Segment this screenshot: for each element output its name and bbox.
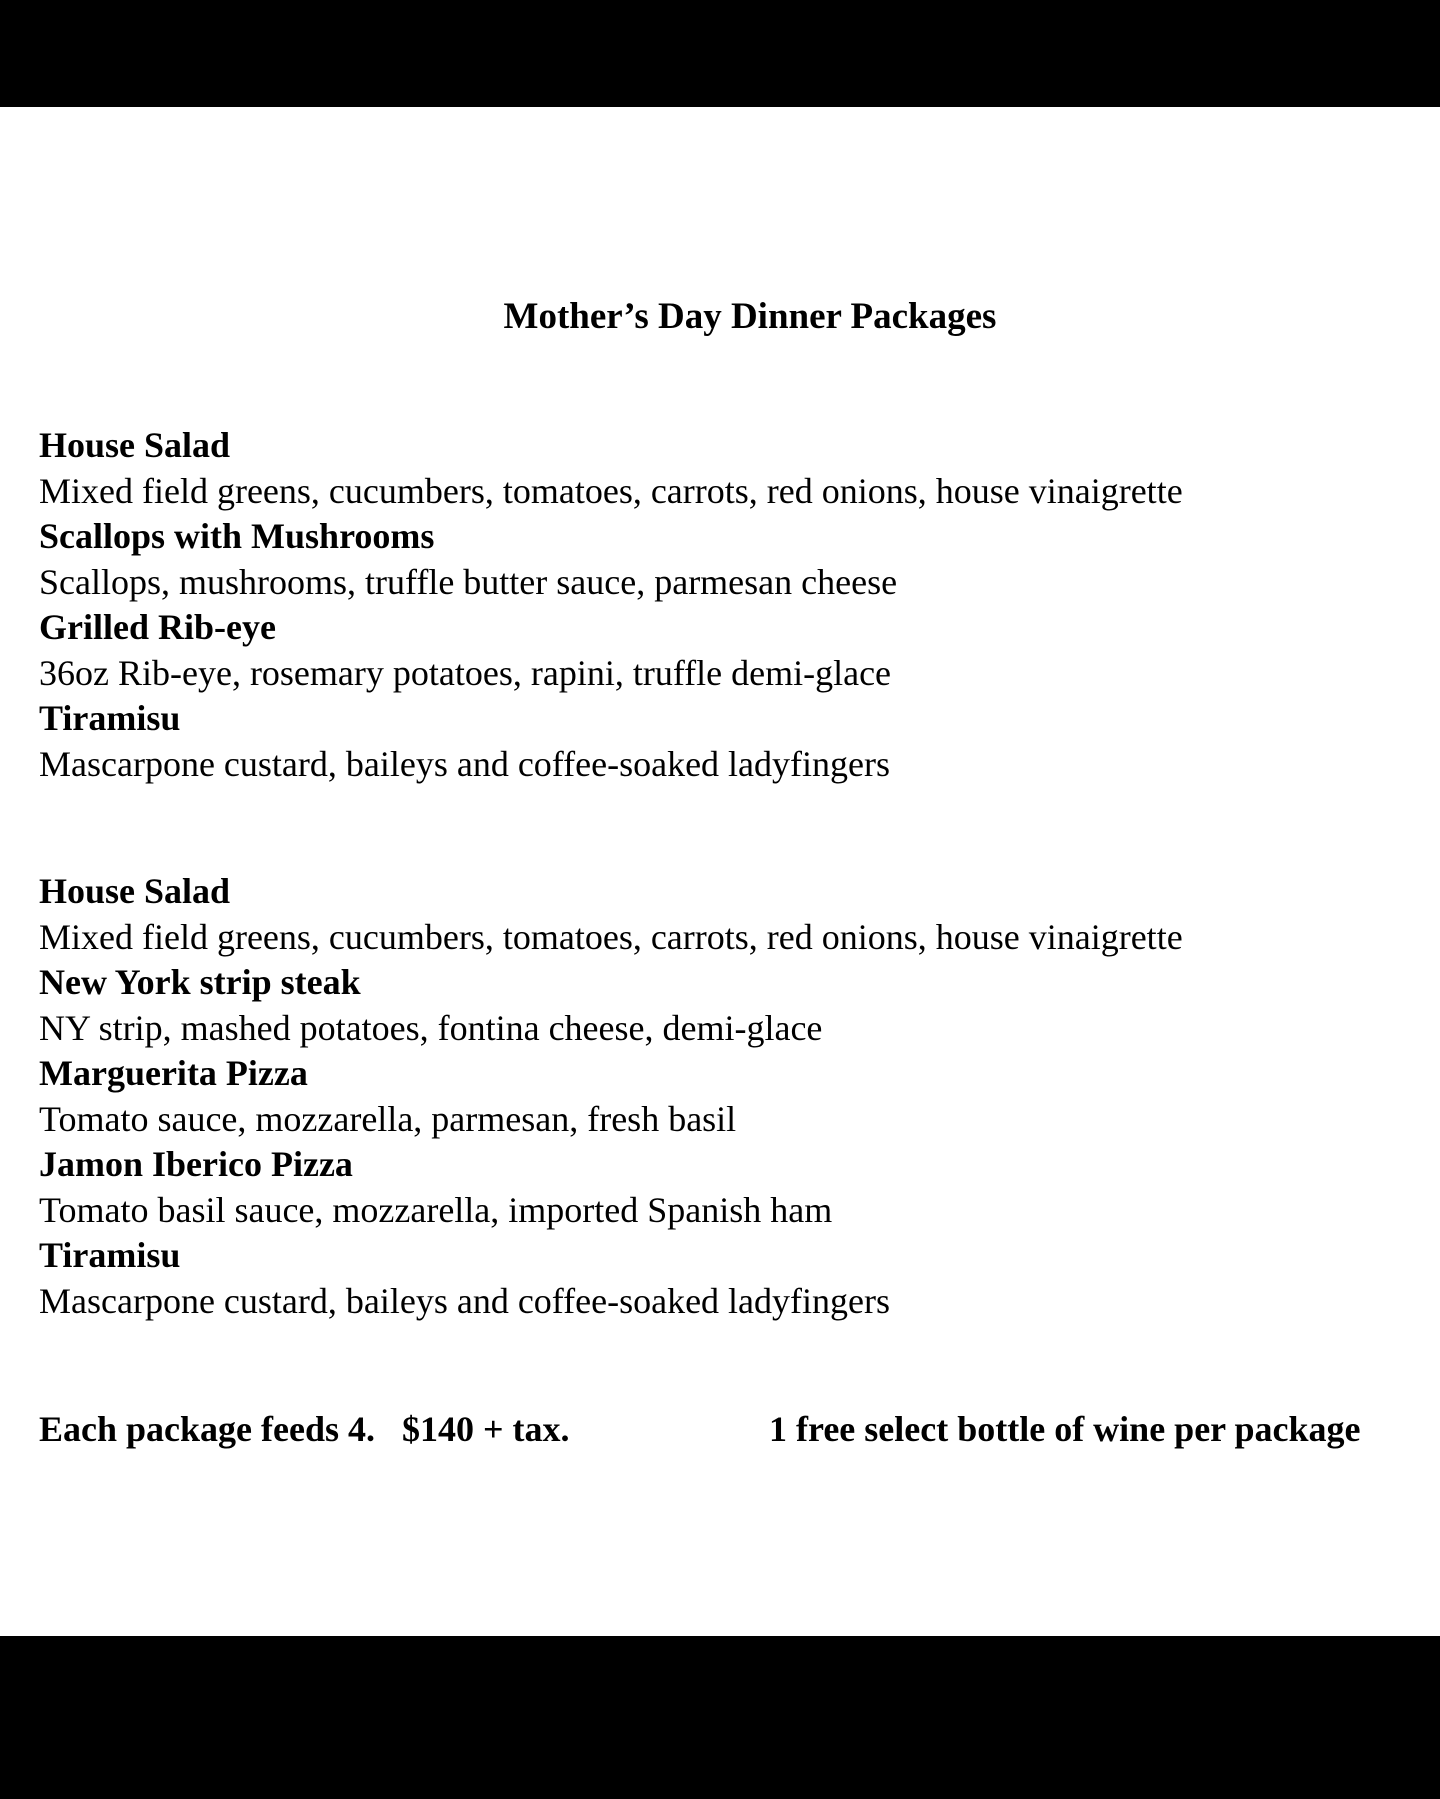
menu-item-name: Tiramisu bbox=[39, 698, 181, 738]
menu-page bbox=[0, 107, 1440, 1636]
menu-item-description: Mixed field greens, cucumbers, tomatoes, carrots, red onions, house vinaigrette bbox=[39, 470, 1183, 511]
menu-item-description: Mascarpone custard, baileys and coffee-soaked ladyfingers bbox=[39, 743, 890, 784]
menu-item-name: Scallops with Mushrooms bbox=[39, 516, 435, 556]
menu-item-name: House Salad bbox=[39, 425, 231, 465]
menu-item-name: Marguerita Pizza bbox=[39, 1053, 308, 1093]
menu-item-description: Tomato sauce, mozzarella, parmesan, fresh basil bbox=[39, 1098, 737, 1139]
menu-item-description: 36oz Rib-eye, rosemary potatoes, rapini, truffle demi-glace bbox=[39, 652, 892, 693]
menu-item-name: New York strip steak bbox=[39, 962, 361, 1002]
top-black-bar bbox=[0, 0, 1440, 107]
menu-item-description: NY strip, mashed potatoes, fontina cheese, demi-glace bbox=[39, 1007, 823, 1048]
page-title: Mother’s Day Dinner Packages bbox=[503, 296, 997, 337]
package-2 bbox=[39, 869, 1419, 1324]
servings-and-price: Each package feeds 4. $140 + tax. bbox=[39, 1409, 570, 1449]
menu-item-name: Tiramisu bbox=[39, 1235, 181, 1275]
menu-item-description: Mixed field greens, cucumbers, tomatoes, carrots, red onions, house vinaigrette bbox=[39, 916, 1183, 957]
menu-item-description: Tomato basil sauce, mozzarella, imported Spanish ham bbox=[39, 1189, 833, 1230]
menu-item-name: House Salad bbox=[39, 871, 231, 911]
menu-item-name: Jamon Iberico Pizza bbox=[39, 1144, 353, 1184]
wine-offer: 1 free select bottle of wine per package bbox=[769, 1409, 1361, 1449]
package-1 bbox=[39, 423, 1419, 787]
menu-item-description: Mascarpone custard, baileys and coffee-soaked ladyfingers bbox=[39, 1280, 890, 1321]
menu-item-name: Grilled Rib-eye bbox=[39, 607, 276, 647]
bottom-black-bar bbox=[0, 1636, 1440, 1799]
package-footer bbox=[39, 1407, 1419, 1451]
menu-item-description: Scallops, mushrooms, truffle butter sauce, parmesan cheese bbox=[39, 561, 898, 602]
